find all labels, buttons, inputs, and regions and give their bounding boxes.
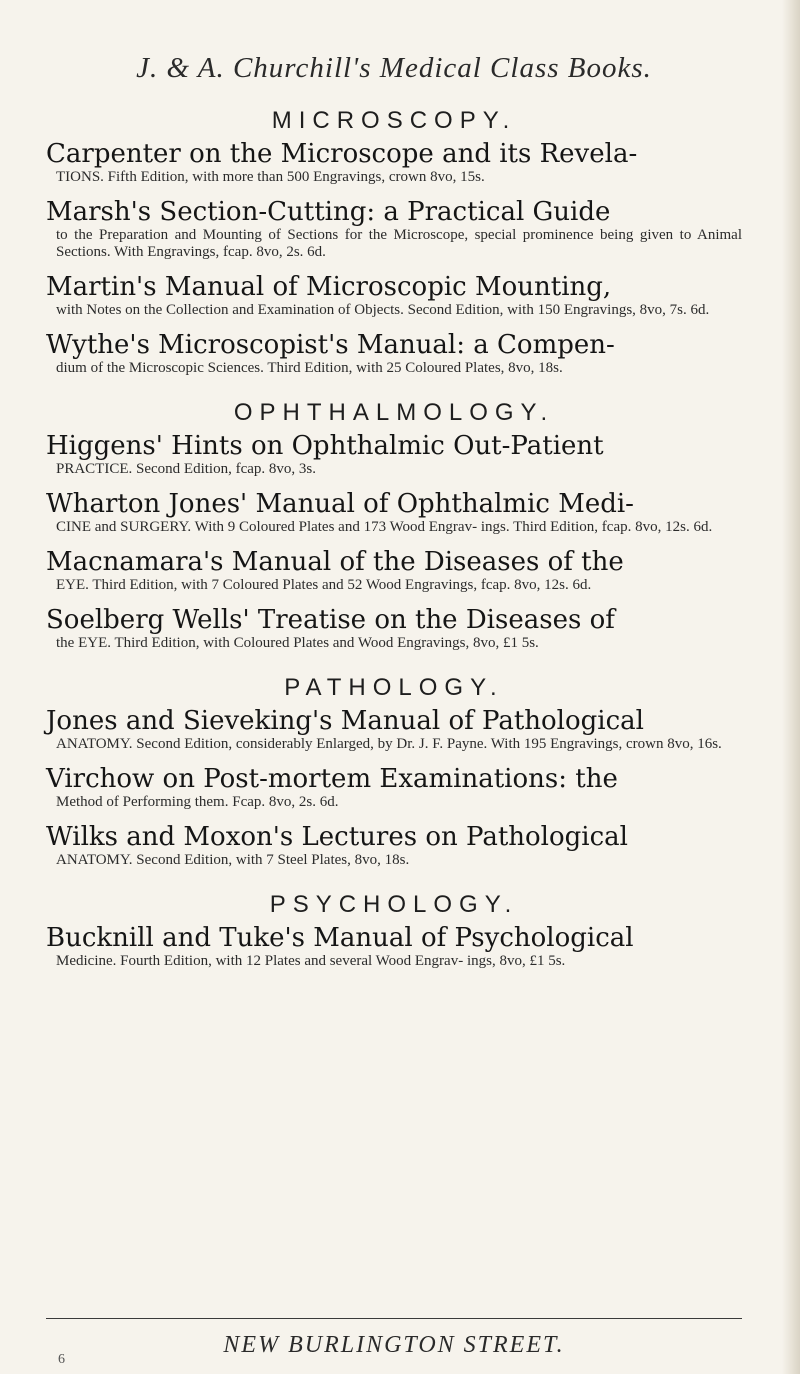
book-entry xyxy=(46,764,742,811)
book-title: Carpenter on the Microscope and its Revela- xyxy=(46,139,638,169)
book-description: Medicine. Fourth Edition, with 12 Plates and several Wood Engrav- ings, 8vo, £1 5s. xyxy=(56,953,566,969)
book-entry xyxy=(46,547,742,594)
book-entry xyxy=(46,197,742,261)
section-heading: PATHOLOGY. xyxy=(284,674,504,701)
section-heading: MICROSCOPY. xyxy=(271,107,517,134)
book-title: Higgens' Hints on Ophthalmic Out-Patient xyxy=(46,431,604,461)
section-heading: OPHTHALMOLOGY. xyxy=(233,399,555,426)
book-description: to the Preparation and Mounting of Sections for the Microscope, special prominence being given to Animal Sections. With Engravings, fcap. 8vo, 2s. 6d. xyxy=(56,227,742,260)
sections-container xyxy=(46,107,742,970)
book-title: Soelberg Wells' Treatise on the Diseases of xyxy=(46,605,615,635)
book-entry xyxy=(46,330,742,377)
running-head: J. & A. Churchill's Medical Class Books. xyxy=(136,52,652,84)
book-entry xyxy=(46,923,742,970)
book-entry xyxy=(46,139,742,186)
book-entry xyxy=(46,431,742,478)
book-description: Method of Performing them. Fcap. 8vo, 2s. 6d. xyxy=(56,794,339,810)
book-title: Virchow on Post-mortem Examinations: the xyxy=(46,764,618,794)
book-description: ANATOMY. Second Edition, considerably Enlarged, by Dr. J. F. Payne. With 195 Engravings, crown 8vo, 16s. xyxy=(56,736,722,752)
book-description: ANATOMY. Second Edition, with 7 Steel Plates, 8vo, 18s. xyxy=(56,852,410,868)
book-entry xyxy=(46,605,742,652)
page-edge-shadow xyxy=(782,0,800,1374)
signature-mark: 6 xyxy=(58,1352,65,1367)
book-title: Wilks and Moxon's Lectures on Pathological xyxy=(46,822,628,852)
book-title: Wythe's Microscopist's Manual: a Compen- xyxy=(46,330,615,360)
book-description: EYE. Third Edition, with 7 Coloured Plates and 52 Wood Engravings, fcap. 8vo, 12s. 6d. xyxy=(56,577,592,593)
book-title: Martin's Manual of Microscopic Mounting, xyxy=(46,272,612,302)
book-description: PRACTICE. Second Edition, fcap. 8vo, 3s. xyxy=(56,461,316,477)
book-title: Bucknill and Tuke's Manual of Psychological xyxy=(46,923,634,953)
book-description: TIONS. Fifth Edition, with more than 500 Engravings, crown 8vo, 15s. xyxy=(56,169,485,185)
book-description: dium of the Microscopic Sciences. Third Edition, with 25 Coloured Plates, 8vo, 18s. xyxy=(56,360,563,376)
book-title: Macnamara's Manual of the Diseases of the xyxy=(46,547,624,577)
book-description: CINE and SURGERY. With 9 Coloured Plates and 173 Wood Engrav- ings. Third Edition, fcap. 8vo, 12s. 6d. xyxy=(56,519,713,535)
book-title: Jones and Sieveking's Manual of Pathological xyxy=(46,706,644,736)
book-entry xyxy=(46,822,742,869)
book-description: the EYE. Third Edition, with Coloured Plates and Wood Engravings, 8vo, £1 5s. xyxy=(56,635,539,651)
book-entry xyxy=(46,272,742,319)
book-description: with Notes on the Collection and Examination of Objects. Second Edition, with 150 Engravings, 8vo, 7s. 6d. xyxy=(56,302,710,318)
footer-address: NEW BURLINGTON STREET. xyxy=(223,1332,565,1358)
section-heading: PSYCHOLOGY. xyxy=(269,891,519,918)
book-entry xyxy=(46,489,742,536)
book-title: Marsh's Section-Cutting: a Practical Guide xyxy=(46,197,611,227)
footer-rule xyxy=(46,1318,742,1319)
book-title: Wharton Jones' Manual of Ophthalmic Medi- xyxy=(46,489,634,519)
book-entry xyxy=(46,706,742,753)
